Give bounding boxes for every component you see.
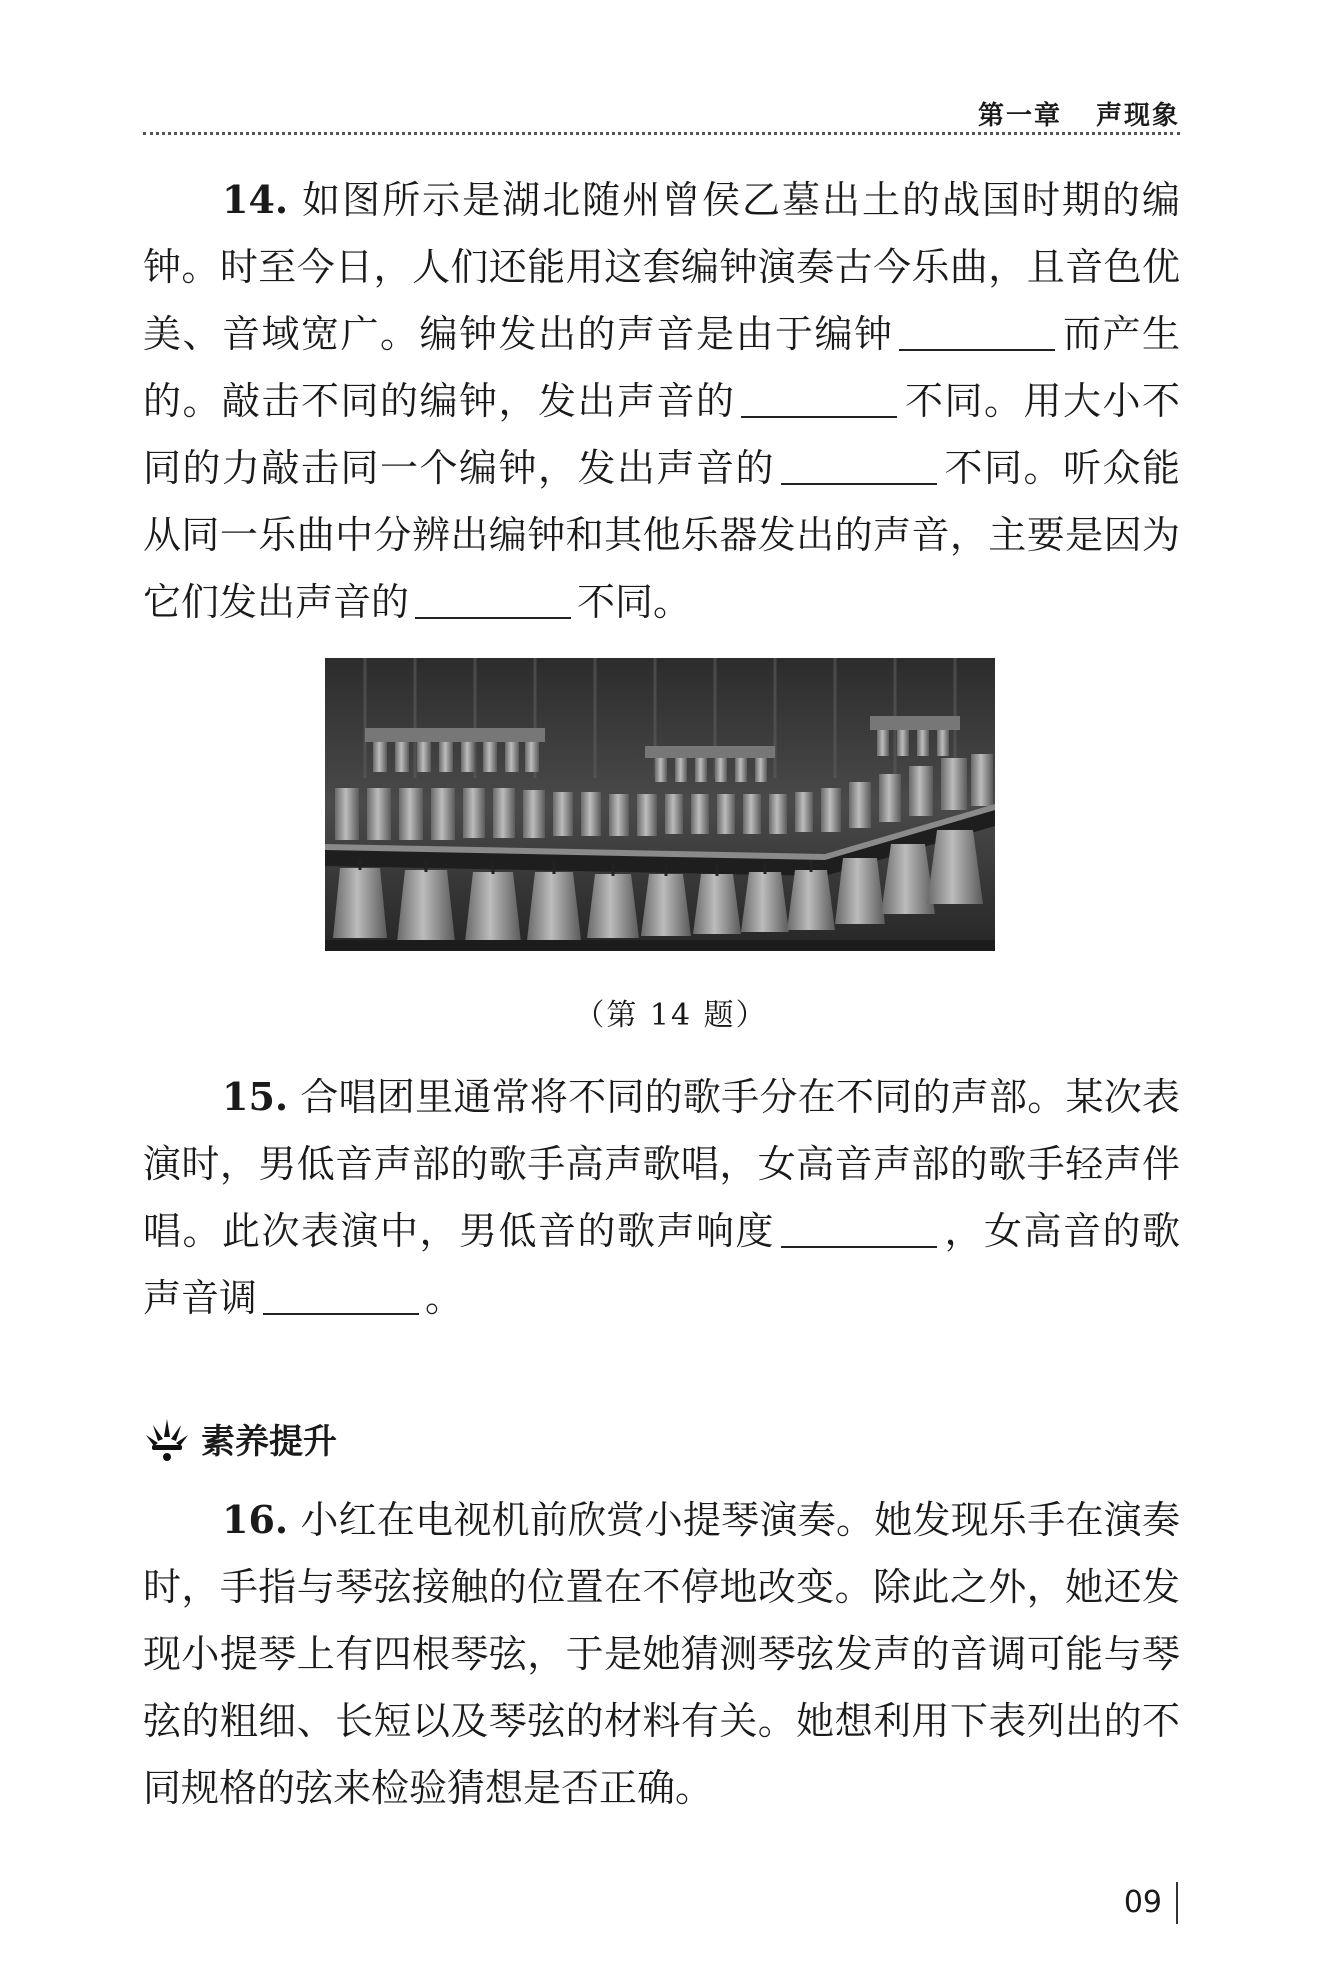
chime-bells-photo <box>325 658 995 951</box>
question-number: 14. <box>222 177 289 222</box>
page-number: 09 <box>1124 1882 1178 1924</box>
answer-blank[interactable] <box>263 1275 419 1315</box>
answer-blank[interactable] <box>415 579 571 619</box>
section-title: 素养提升 <box>201 1422 337 1462</box>
question-text: 而产生的。敲击不同的编钟，发出声音的 <box>143 312 1180 423</box>
question-text: 不同。听众能从同一乐曲中分辨出编钟和其他乐器发出的声音，主要是因为它们发出声音的 <box>143 446 1180 624</box>
crown-icon <box>143 1415 191 1463</box>
answer-blank[interactable] <box>741 378 897 418</box>
question-text: 不同。 <box>577 580 692 624</box>
question-14 <box>143 166 1180 636</box>
question-text: 。 <box>425 1276 464 1320</box>
question-text: 不同。用大小不同的力敲击同一个编钟，发出声音的 <box>143 379 1180 490</box>
question-number: 15. <box>222 1074 289 1119</box>
chime-bells-illustration <box>325 658 995 951</box>
header-divider <box>143 132 1180 135</box>
figure-caption: （第 14 题） <box>574 998 768 1033</box>
answer-blank[interactable] <box>899 311 1055 351</box>
section-label: 声现象 <box>1095 101 1180 131</box>
question-text: 合唱团里通常将不同的歌手分在不同的声部。某次表演时，男低音声部的歌手高声歌唱，女高音声部的歌手轻声伴唱。此次表演中，男低音的歌声响度 <box>143 1075 1180 1253</box>
question-text: 小红在电视机前欣赏小提琴演奏。她发现乐手在演奏时，手指与琴弦接触的位置在不停地改变。除此之外，她还发现小提琴上有四根琴弦，于是她猜测琴弦发声的音调可能与琴弦的粗细、长短以及琴弦的材料有关。她想利用下表列出的不同规格的弦来检验猜想是否正确。 <box>143 1498 1180 1810</box>
question-16 <box>143 1486 1180 1822</box>
running-head <box>978 95 1180 132</box>
question-15 <box>143 1063 1180 1332</box>
section-heading <box>143 1414 337 1463</box>
question-text: ，女高音的歌声音调 <box>143 1209 1180 1320</box>
chapter-label: 第一章 <box>977 101 1062 131</box>
question-number: 16. <box>222 1497 289 1542</box>
answer-blank[interactable] <box>781 445 937 485</box>
question-text: 如图所示是湖北随州曾侯乙墓出土的战国时期的编钟。时至今日，人们还能用这套编钟演奏古今乐曲，且音色优美、音域宽广。编钟发出的声音是由于编钟 <box>143 178 1180 356</box>
answer-blank[interactable] <box>781 1208 937 1248</box>
